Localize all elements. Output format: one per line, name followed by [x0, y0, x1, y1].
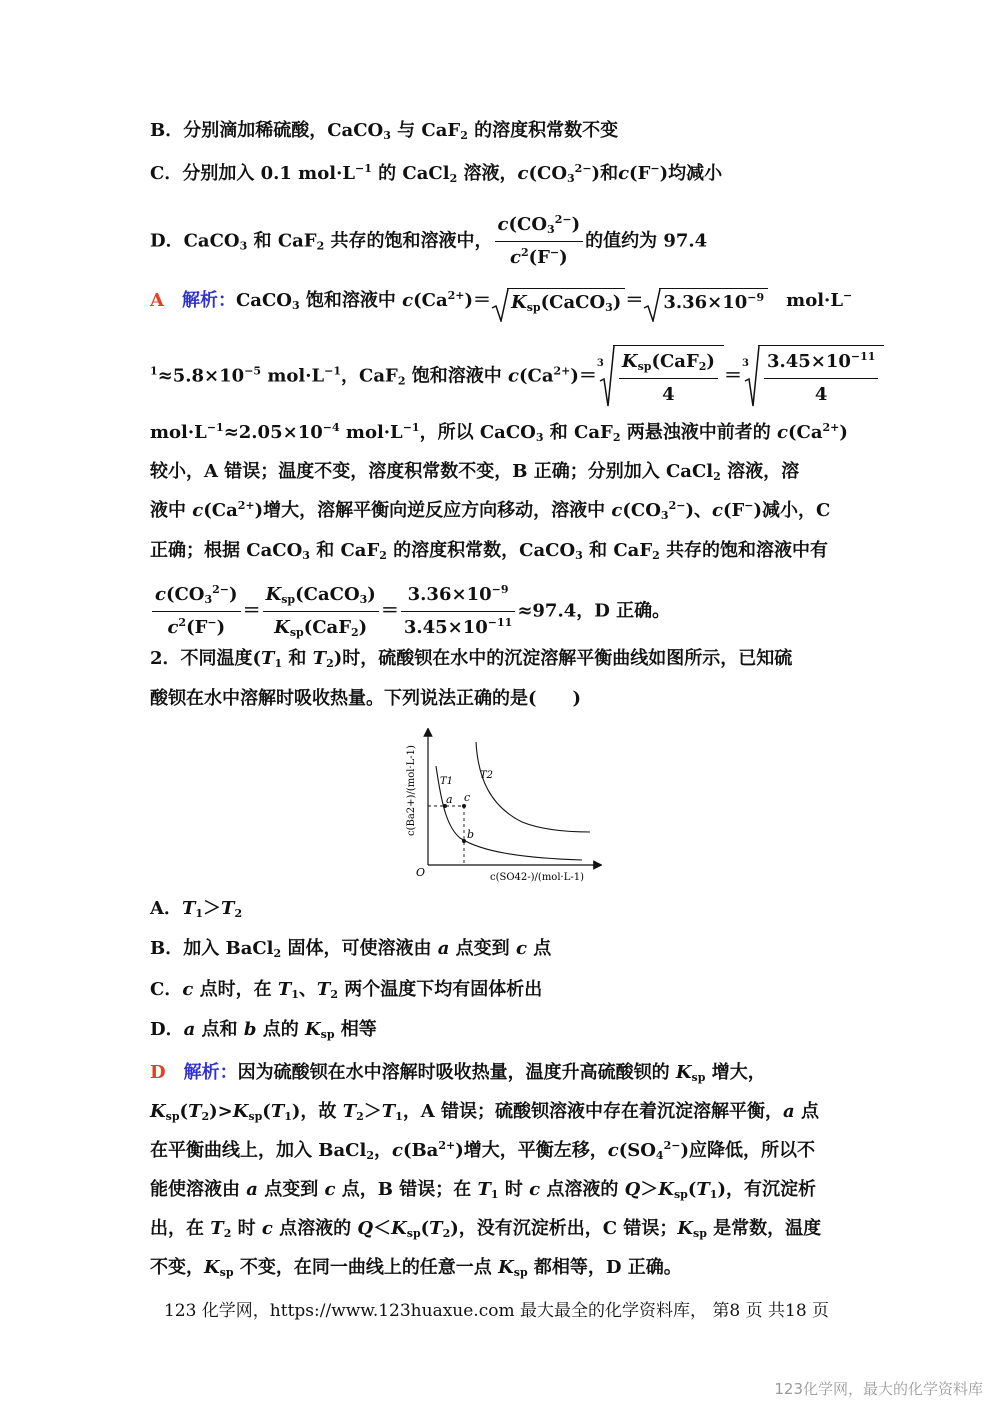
option-b: B．分别滴加稀硫酸，CaCO$_3$ 与 CaF$_2$ 的溶度积常数不变 — [150, 120, 619, 142]
label-b: b — [467, 828, 475, 841]
option-d: D．CaCO$_3$ 和 CaF$_2$ 共存的饱和溶液中， $\frac{c(CO_3^{2-})}{c^2(F^-)}$ 的值约为 97.4 — [150, 213, 708, 268]
label-t1: T1 — [440, 776, 454, 787]
curve-t2 — [476, 742, 590, 832]
answer2-line6: 不变，$K_{sp}$ 不变，在同一曲线上的任意一点 $K_{sp}$ 都相等，D 正确。 — [150, 1257, 682, 1279]
x-axis-label: c(SO42-)/(mol·L-1) — [490, 872, 584, 883]
q2-option-b: B．加入 BaCl$_2$ 固体，可使溶液由 a 点变到 c 点 — [150, 938, 552, 960]
answer2-line5: 出，在 $T_2$ 时 c 点溶液的 $Q<K_{sp}(T_2)$，没有沉淀析出，C 错误；$K_{sp}$ 是常数，温度 — [150, 1218, 822, 1240]
answer1-line3: $mol\cdot L^{-1}\approx 2.05\times 10^{-4}$ $mol\cdot L^{-1}$，所以 CaCO$_3$ 和 CaF$_2$ 两悬浊液中前者的 $c(Ca^{2+})$ — [150, 421, 848, 444]
answer2-line4: 能使溶液由 a 点变到 c 点，B 错误；在 $T_1$ 时 c 点溶液的 $Q>K_{sp}(T_1)$，有沉淀析 — [150, 1179, 816, 1201]
label-origin: O — [416, 866, 426, 879]
watermark: 123化学网，最大的化学资料库 — [774, 1380, 983, 1398]
answer1-line2: $^1\approx 5.8\times 10^{-5}$ $mol\cdot L^{-1}$，CaF$_2$ 饱和溶液中 $c(Ca^{2+})=$ 3 $\frac{K_{sp}(CaF_2)}{4}$ ＝ 3 $\frac{3.45\times 10^{-11}}{4}$ — [150, 345, 884, 408]
y-axis-label: c(Ba2+)/(mol·L-1) — [406, 745, 417, 836]
q2-option-d: D．a 点和 b 点的 $K_{sp}$ 相等 — [150, 1019, 377, 1041]
answer2-label: 解析： — [183, 1062, 238, 1083]
answer1-line1: A 解析：CaCO$_3$ 饱和溶液中 $c(Ca^{2+})=$ $K_{sp}(CaCO_3)$ ＝ $3.36\times 10^{-9}$ mol·L− — [150, 288, 852, 314]
page-footer: 123 化学网，https://www.123huaxue.com 最大最全的化学资料库， 第8 页 共18 页 — [163, 1301, 830, 1321]
answer2-line2: $K_{sp}(T_2)>K_{sp}(T_1)$，故 $T_2>T_1$，A 错误；硫酸钡溶液中存在着沉淀溶解平衡，a 点 — [150, 1101, 819, 1123]
answer1-line7: $\frac{c(CO_3^{2-})}{c^2(F^-)}$ ＝ $\frac{K_{sp}(CaCO_3)}{K_{sp}(CaF_2)}$ ＝ $\frac{3.36\times 10^{-9}}{3.45\times 10^{-11}}$ ≈97.4，D 正确。 — [150, 582, 670, 641]
q2-option-c: C．c 点时，在 $T_1$、$T_2$ 两个温度下均有固体析出 — [150, 979, 543, 1001]
answer2-line3: 在平衡曲线上，加入 BaCl$_2$，$c(Ba^{2+})$增大，平衡左移，$c(SO_4^{2-})$应降低，所以不 — [150, 1139, 815, 1162]
question2-line1: 2．不同温度($T_1$ 和 $T_2$)时，硫酸钡在水中的沉淀溶解平衡曲线如图所示，已知硫 — [150, 648, 793, 670]
answer2-line1: D 解析：因为硫酸钡在水中溶解时吸收热量，温度升高硫酸钡的 $K_{sp}$ 增大， — [150, 1062, 766, 1084]
label-a: a — [446, 793, 453, 806]
answer1-letter: A — [150, 290, 164, 311]
curve-t1 — [436, 766, 582, 860]
answer1-line6: 正确；根据 CaCO$_3$ 和 CaF$_2$ 的溶度积常数，CaCO$_3$ 和 CaF$_2$ 共存的饱和溶液中有 — [150, 540, 829, 562]
solubility-graph — [392, 728, 602, 888]
label-c: c — [464, 791, 471, 804]
answer1-label: 解析： — [181, 290, 236, 311]
answer1-line4: 较小，A 错误；温度不变，溶度积常数不变，B 正确；分别加入 CaCl$_2$ 溶液，溶 — [150, 461, 800, 483]
point-b — [462, 839, 466, 843]
label-t2: T2 — [480, 770, 494, 781]
answer1-line5: 液中 $c(Ca^{2+})$增大，溶解平衡向逆反应方向移动，溶液中 $c(CO_3^{2-})$、c(F−)减小，C — [150, 499, 831, 522]
q2-option-a: A．$T_1>T_2$ — [150, 898, 243, 920]
answer2-letter: D — [150, 1062, 166, 1083]
point-c — [462, 804, 466, 808]
question2-line2: 酸钡在水中溶解时吸收热量。下列说法正确的是( ) — [150, 688, 582, 709]
option-c: C．分别加入 0.1 $mol\cdot L^{-1}$ 的 CaCl$_2$ 溶液，$c(CO_3^{2-})$和c(F−)均减小 — [150, 162, 723, 185]
